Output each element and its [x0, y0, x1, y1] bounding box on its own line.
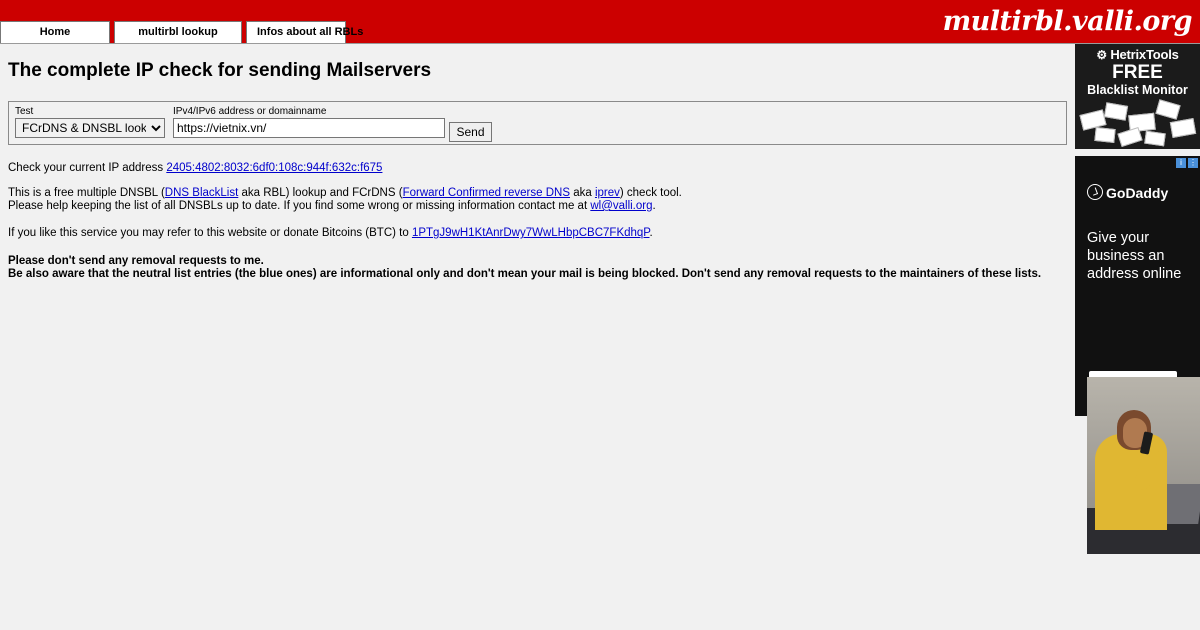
- godaddy-headline-line-2: business an: [1087, 248, 1165, 264]
- iprev-link[interactable]: iprev: [594, 187, 620, 199]
- fcrdns-link[interactable]: Forward Confirmed reverse DNS: [402, 187, 570, 199]
- hetrix-logo: [1075, 44, 1200, 62]
- main-navigation: [0, 21, 364, 43]
- godaddy-logo: [1087, 184, 1200, 201]
- about-text-6: .: [652, 200, 656, 212]
- warning-line-1: Please don't send any removal requests to me.: [8, 255, 264, 267]
- hetrix-free-label: FREE: [1112, 62, 1163, 83]
- ad-hetrixtools[interactable]: [1075, 44, 1200, 149]
- ad-options-icon[interactable]: ⋮: [1189, 158, 1197, 167]
- about-text-1: This is a free multiple DNSBL (: [8, 187, 165, 199]
- tab-infos-about-all-rbls[interactable]: Infos about all RBLs: [246, 21, 346, 43]
- test-select-label: Test: [15, 106, 34, 117]
- address-input[interactable]: [173, 118, 445, 138]
- site-header: [0, 0, 1200, 44]
- ad-info-icon[interactable]: i: [1176, 158, 1186, 168]
- godaddy-mark-icon: [1087, 184, 1103, 200]
- about-text-5: Please help keeping the list of all DNSBLs up to date. If you find some wrong or missing information contact me at: [8, 200, 591, 212]
- tab-multirbl-lookup[interactable]: multirbl lookup: [114, 21, 242, 43]
- send-button[interactable]: Send: [449, 122, 492, 142]
- envelopes-graphic: [1075, 98, 1200, 140]
- about-text-2: aka RBL) lookup and FCrDNS (: [238, 187, 403, 199]
- about-text-4: ) check tool.: [619, 187, 682, 199]
- tab-home[interactable]: Home: [0, 21, 110, 43]
- dnsbl-link[interactable]: DNS BlackList: [164, 187, 239, 199]
- donate-prefix: If you like this service you may refer to this website or donate Bitcoins (BTC) to: [8, 227, 412, 239]
- current-ip-line: [8, 162, 1067, 175]
- main-content: [0, 44, 1075, 281]
- warning-line-2: Be also aware that the neutral list entries (the blue ones) are informational only and don't mean your mail is being blocked. Don't send any removal requests to the maintainers of these lists.: [8, 268, 1042, 280]
- about-text-3: aka: [570, 187, 595, 199]
- ad-choices-badges[interactable]: [1176, 158, 1198, 168]
- about-line-1: [8, 187, 1067, 200]
- lookup-form: [8, 101, 1067, 145]
- site-brand: multirbl.valli.org: [942, 6, 1192, 37]
- advertisement-column: [1075, 44, 1200, 554]
- about-line-2: [8, 200, 1067, 213]
- test-type-select[interactable]: [15, 118, 165, 138]
- bitcoin-address-link[interactable]: 1PTgJ9wH1KtAnrDwy7WwLHbpCBC7FKdhqP: [411, 227, 650, 239]
- contact-email-link[interactable]: wl@valli.org: [590, 200, 653, 212]
- hetrix-title: HetrixTools: [1110, 47, 1179, 62]
- godaddy-headline: [1087, 229, 1200, 283]
- warning-paragraph: [8, 255, 1067, 281]
- donate-paragraph: [8, 227, 1067, 240]
- godaddy-logo-text: GoDaddy: [1106, 185, 1169, 201]
- current-ip-link[interactable]: 2405:4802:8032:6df0:108c:944f:632c:f675: [166, 162, 383, 174]
- gear-icon: ⚙: [1096, 48, 1107, 62]
- ad-photo-woman-on-phone[interactable]: [1087, 377, 1200, 554]
- donate-suffix: .: [649, 227, 653, 239]
- current-ip-prefix: Check your current IP address: [8, 162, 167, 174]
- address-input-label: IPv4/IPv6 address or domainname: [173, 106, 327, 117]
- hetrix-subtitle: Blacklist Monitor: [1087, 83, 1188, 97]
- page-title: The complete IP check for sending Mailservers: [8, 60, 432, 81]
- godaddy-headline-line-3: address online: [1087, 266, 1182, 282]
- godaddy-headline-line-1: Give your: [1087, 230, 1150, 246]
- about-paragraph: [8, 187, 1067, 213]
